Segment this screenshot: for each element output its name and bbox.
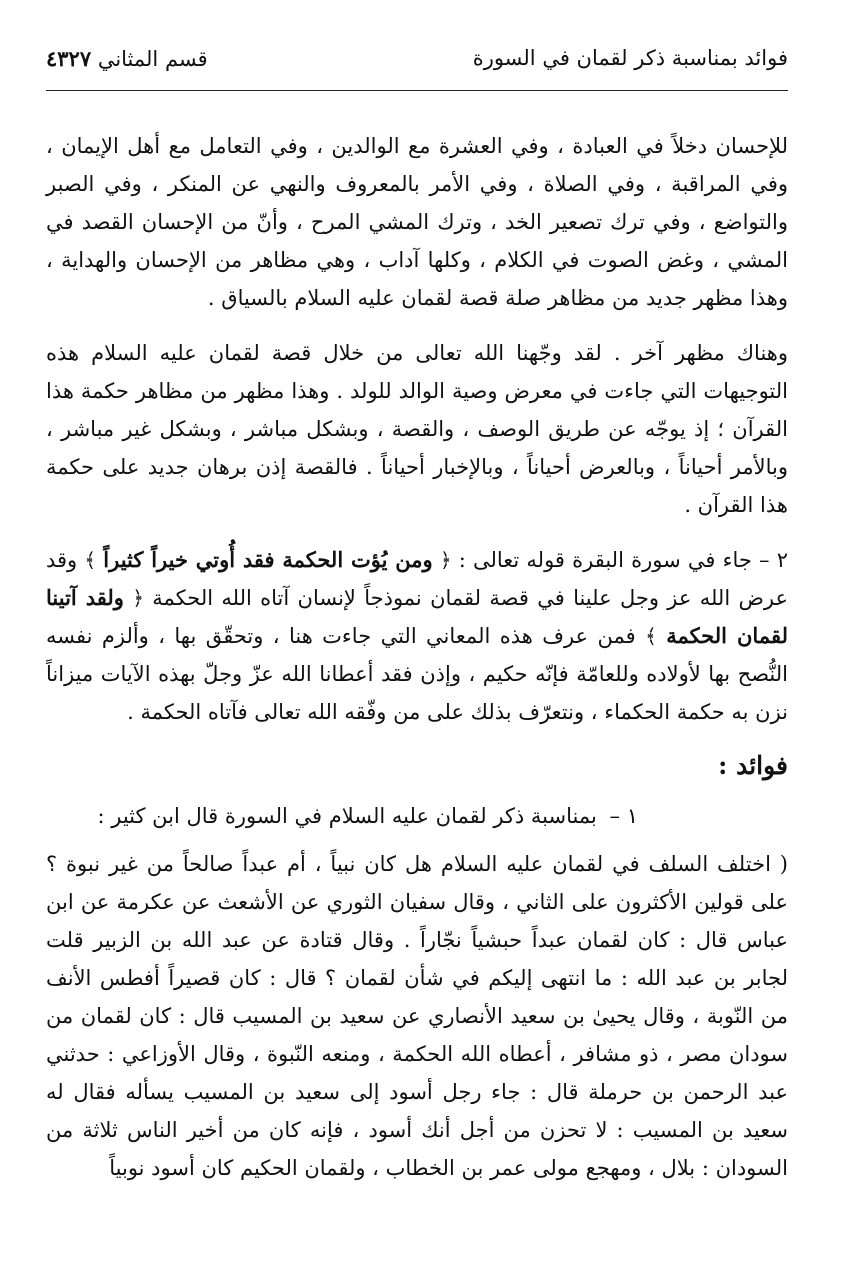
- quran-bracket-close: ﴾: [84, 548, 97, 572]
- paragraph-ihsan: للإحسان دخلاً في العبادة ، وفي العشرة مع الوالدين ، وفي التعامل مع أهل الإيمان ، وفي المراقبة ، وفي الصلاة ، وفي الأمر بالمعروف والنهي عن المنكر ، وفي الصبر والتواضع ، وفي ترك تصعير الخد ، وترك المشي المرح ، وأنّ من الإحسان القصد في المشي ، وغض الصوت في الكلام ، وكلها آداب ، وهي مظاهر من الإحسان والهداية ، وهذا مظهر جديد من مظاهر صلة قصة لقمان عليه السلام بالسياق .: [46, 134, 788, 310]
- paragraph-text: جاء في سورة البقرة قوله تعالى :: [458, 548, 752, 572]
- quran-bracket-open: ﴿: [439, 548, 452, 572]
- section-name: قسم المثاني: [97, 47, 208, 71]
- item-text: بمناسبة ذكر لقمان عليه السلام في السورة قال ابن كثير :: [97, 804, 597, 828]
- quran-bracket-close: ﴾: [645, 624, 657, 648]
- page-number: ٤٣٢٧: [46, 46, 92, 71]
- page-header: [46, 38, 788, 91]
- header-left-group: [46, 46, 234, 71]
- running-title: فوائد بمناسبة ذكر لقمان في السورة: [472, 46, 788, 70]
- paragraph-another-aspect: وهناك مظهر آخر . لقد وجّهنا الله تعالى من خلال قصة لقمان عليه السلام هذه التوجيهات التي جاءت في معرض وصية الوالد للولد . وهذا مظهر من مظاهر حكمة هذا القرآن ؛ إذ يوجّه عن طريق الوصف ، والقصة ، وبشكل مباشر ، وبشكل غير مباشر ، وبالأمر أحياناً ، وبالعرض أحياناً ، وبالإخبار أحياناً . فالقصة إذن برهان جديد على حكمة هذا القرآن .: [46, 341, 788, 517]
- paragraph-number: ٢ –: [759, 548, 788, 572]
- page-body: [46, 127, 788, 1187]
- quran-verse: ولقد آتينا لقمان الحكمة: [46, 585, 788, 648]
- paragraph-wisdom: [46, 541, 788, 731]
- fawaid-heading: فوائد :: [718, 751, 788, 780]
- fawaid-item: [46, 797, 638, 835]
- paragraph-text: وقد عرض الله عز وجل علينا في قصة لقمان نموذجاً لإنسان آتاه الله الحكمة: [46, 548, 788, 610]
- quran-bracket-open: ﴿: [132, 586, 144, 610]
- quran-verse: ومن يُؤت الحكمة فقد أُوتي خيراً كثيراً: [103, 547, 433, 572]
- ibn-kathir-quote: ( اختلف السلف في لقمان عليه السلام هل كان نبياً ، أم عبداً صالحاً من غير نبوة ؟ على قولين الأكثرون على الثاني ، وقال سفيان الثوري عن الأشعث عن عكرمة عن ابن عباس قال : كان لقمان عبداً حبشياً نجّاراً . وقال قتادة عن عبد الله بن الزبير قلت لجابر بن عبد الله : ما انتهى إليكم في شأن لقمان ؟ قال : كان قصيراً أفطس الأنف من النّوبة ، وقال يحيىٰ بن سعيد الأنصاري عن سعيد بن المسيب قال : كان لقمان من سودان مصر ، ذو مشافر ، أعطاه الله الحكمة ، ومنعه النّبوة ، وقال الأوزاعي : حدثني عبد الرحمن بن حرملة قال : جاء رجل أسود إلى سعيد بن المسيب يسأله فقال له سعيد بن المسيب : لا تحزن من أجل أنك أسود ، فإنه كان من أخير الناس ثلاثة من السودان : بلال ، ومهجع مولى عمر بن الخطاب ، ولقمان الحكيم كان أسود نوبياً: [46, 852, 788, 1180]
- paragraph-text: فمن عرف هذه المعاني التي جاءت هنا ، وتحقّق بها ، وألزم نفسه النُّصح بها لأولاده وللعامّة فإنّه حكيم ، وإذن فقد أعطانا الله عزّ وجلّ بهذه الآيات ميزاناً نزن به حكمة الحكماء ، ونتعرّف بذلك على من وفّقه الله تعالى فآتاه الحكمة .: [46, 624, 788, 724]
- item-number: ١ –: [609, 804, 638, 828]
